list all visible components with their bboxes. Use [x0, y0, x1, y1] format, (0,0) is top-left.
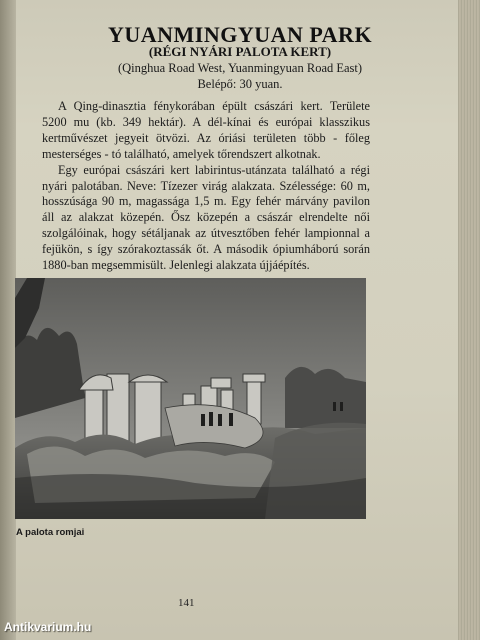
- page-title: YUANMINGYUAN PARK: [107, 22, 373, 47]
- body-text: [42, 99, 370, 274]
- entry-fee: Belépő: 30 yuan.: [197, 77, 283, 91]
- watermark: Antikvarium.hu: [4, 620, 92, 634]
- photo-caption: A palota romjai: [16, 527, 85, 538]
- address-line: (Qinghua Road West, Yuanmingyuan Road East): [117, 61, 363, 75]
- paragraph-1: A Qing-dinasztia fénykorában épült császári kert. Területe 5200 mu (kb. 349 hektár). A dél-kínai és európai klasszikus kertművészet jegyeit ötvözi. Az óriási területen több - főleg mesterséges - tó található, amelyek tőrendszert alkotnak.: [42, 99, 370, 161]
- paragraph-2: Egy európai császári kert labirintus-utánzata található a régi nyári palotában. Neve: Tízezer virág alakzata. Szélessége: 60 m, hosszúsága 90 m, magassága 1,5 m. Egy fehér márvány pavilon áll az alakzat közepén. Ősz közepén a császár elrendelte női szolgálóinak, hogy sétáljanak az útvesztőben fehér lampionnal a fejükön, s így szórakoztassák őt. A második ópiumháború során 1880-ban megsemmisült. Jelenlegi alakzata újjáépítés.: [42, 162, 370, 273]
- page-subtitle: (RÉGI NYÁRI PALOTA KERT): [148, 44, 332, 59]
- page-number: 141: [178, 597, 195, 609]
- ruins-photo: [15, 278, 366, 519]
- book-spine-edge: [0, 0, 16, 640]
- page-edges: [458, 0, 480, 640]
- ruins-photo-illustration: [15, 278, 366, 519]
